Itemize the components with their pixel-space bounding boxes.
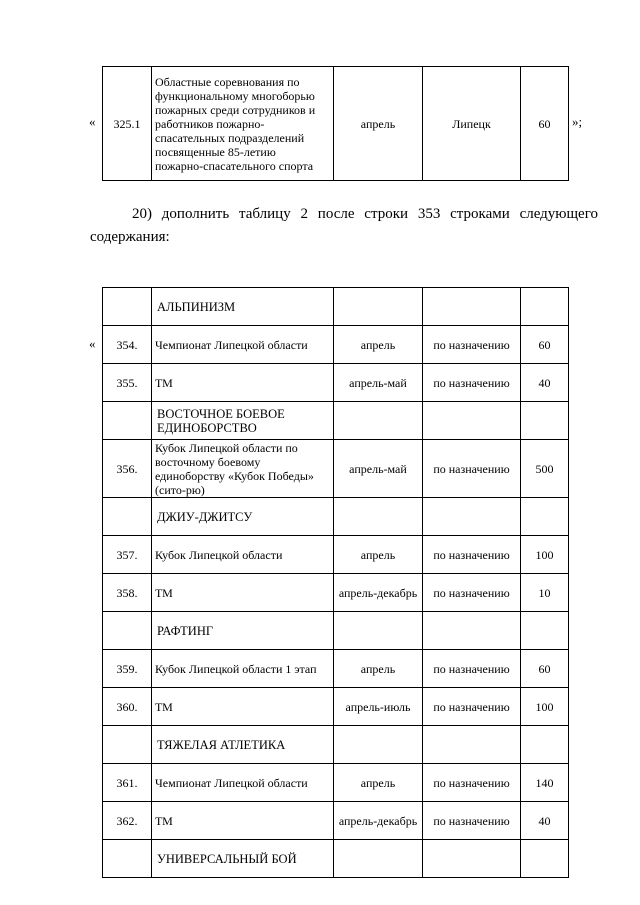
participant-count: 40	[521, 364, 569, 402]
event-name	[152, 67, 334, 181]
event-place: по назначению	[423, 536, 521, 574]
event-place: по назначению	[423, 802, 521, 840]
event-place	[423, 498, 521, 536]
row-number: 360.	[103, 688, 152, 726]
event-name: ТМ	[152, 802, 334, 840]
event-date	[334, 840, 423, 878]
event-name: Чемпионат Липецкой области	[152, 764, 334, 802]
section-title: ВОСТОЧНОЕ БОЕВОЕ ЕДИНОБОРСТВО	[152, 402, 334, 440]
participant-count	[521, 402, 569, 440]
table-row	[103, 536, 569, 574]
event-place	[423, 612, 521, 650]
close-quote-top: »;	[572, 114, 583, 129]
event-date	[334, 726, 423, 764]
event-name-line: функциональному многоборью	[155, 88, 315, 103]
section-title: АЛЬПИНИЗМ	[152, 288, 334, 326]
event-date: апрель	[334, 536, 423, 574]
event-date	[334, 498, 423, 536]
row-number: 357.	[103, 536, 152, 574]
participant-count	[521, 612, 569, 650]
event-place: по назначению	[423, 764, 521, 802]
event-date: апрель	[334, 650, 423, 688]
section-title: УНИВЕРСАЛЬНЫЙ БОЙ	[152, 840, 334, 878]
event-place: по назначению	[423, 364, 521, 402]
row-number	[103, 498, 152, 536]
participant-count: 140	[521, 764, 569, 802]
row-number: 356.	[103, 440, 152, 498]
table-row	[103, 67, 569, 181]
row-number	[103, 402, 152, 440]
event-name-line: посвященные 85-летию	[155, 144, 276, 159]
table-row	[103, 440, 569, 498]
row-number: 359.	[103, 650, 152, 688]
event-date	[334, 288, 423, 326]
row-number	[103, 612, 152, 650]
event-date	[334, 612, 423, 650]
section-row	[103, 840, 569, 878]
events-table	[102, 287, 569, 878]
table-row	[103, 688, 569, 726]
row-number: 361.	[103, 764, 152, 802]
section-row	[103, 726, 569, 764]
row-number: 325.1	[103, 67, 152, 181]
table-row	[103, 326, 569, 364]
participant-count: 500	[521, 440, 569, 498]
event-name: ТМ	[152, 364, 334, 402]
event-name: Кубок Липецкой области 1 этап	[152, 650, 334, 688]
event-date: апрель-декабрь	[334, 574, 423, 612]
table-row	[103, 650, 569, 688]
section-row	[103, 288, 569, 326]
participant-count: 60	[521, 326, 569, 364]
top-table	[102, 66, 569, 181]
event-place: Липецк	[423, 67, 521, 181]
section-title: РАФТИНГ	[152, 612, 334, 650]
event-name-line: спасательных подразделений	[155, 130, 305, 145]
event-place: по назначению	[423, 688, 521, 726]
event-name: Чемпионат Липецкой области	[152, 326, 334, 364]
event-name-line: Областные соревнования по	[155, 74, 300, 89]
participant-count: 40	[521, 802, 569, 840]
row-number: 355.	[103, 364, 152, 402]
row-number	[103, 726, 152, 764]
event-name: ТМ	[152, 574, 334, 612]
event-place: по назначению	[423, 574, 521, 612]
event-date	[334, 402, 423, 440]
event-place	[423, 402, 521, 440]
event-name: ТМ	[152, 688, 334, 726]
row-number	[103, 288, 152, 326]
table-row	[103, 802, 569, 840]
participant-count: 100	[521, 536, 569, 574]
participant-count: 60	[521, 650, 569, 688]
event-place	[423, 840, 521, 878]
table-row	[103, 364, 569, 402]
event-place	[423, 288, 521, 326]
event-date: апрель	[334, 67, 423, 181]
participant-count: 10	[521, 574, 569, 612]
event-date: апрель-май	[334, 364, 423, 402]
section-row	[103, 498, 569, 536]
event-date: апрель-июль	[334, 688, 423, 726]
section-title: ДЖИУ-ДЖИТСУ	[152, 498, 334, 536]
participant-count	[521, 498, 569, 536]
event-name-line: пожарно-спасательного спорта	[155, 158, 314, 173]
event-date: апрель-декабрь	[334, 802, 423, 840]
event-name: Кубок Липецкой области по восточному боевому единоборству «Кубок Победы» (сито-рю)	[152, 440, 334, 498]
event-date: апрель	[334, 326, 423, 364]
section-row	[103, 402, 569, 440]
open-quote-top: «	[89, 114, 96, 129]
participant-count	[521, 288, 569, 326]
event-place: по назначению	[423, 650, 521, 688]
event-place: по назначению	[423, 326, 521, 364]
event-date: апрель	[334, 764, 423, 802]
open-quote-second: «	[89, 336, 96, 351]
participant-count	[521, 840, 569, 878]
section-row	[103, 612, 569, 650]
participant-count	[521, 726, 569, 764]
event-name-line: пожарных среди сотрудников и	[155, 102, 316, 117]
row-number: 354.	[103, 326, 152, 364]
event-place	[423, 726, 521, 764]
table-row	[103, 764, 569, 802]
amendment-paragraph: 20) дополнить таблицу 2 после строки 353 строками следующего содержания:	[90, 206, 598, 245]
event-name-line: работников пожарно-	[155, 116, 265, 131]
row-number: 362.	[103, 802, 152, 840]
event-date: апрель-май	[334, 440, 423, 498]
section-title: ТЯЖЕЛАЯ АТЛЕТИКА	[152, 726, 334, 764]
event-place: по назначению	[423, 440, 521, 498]
table-row	[103, 574, 569, 612]
participant-count: 60	[521, 67, 569, 181]
participant-count: 100	[521, 688, 569, 726]
row-number	[103, 840, 152, 878]
event-name: Кубок Липецкой области	[152, 536, 334, 574]
row-number: 358.	[103, 574, 152, 612]
